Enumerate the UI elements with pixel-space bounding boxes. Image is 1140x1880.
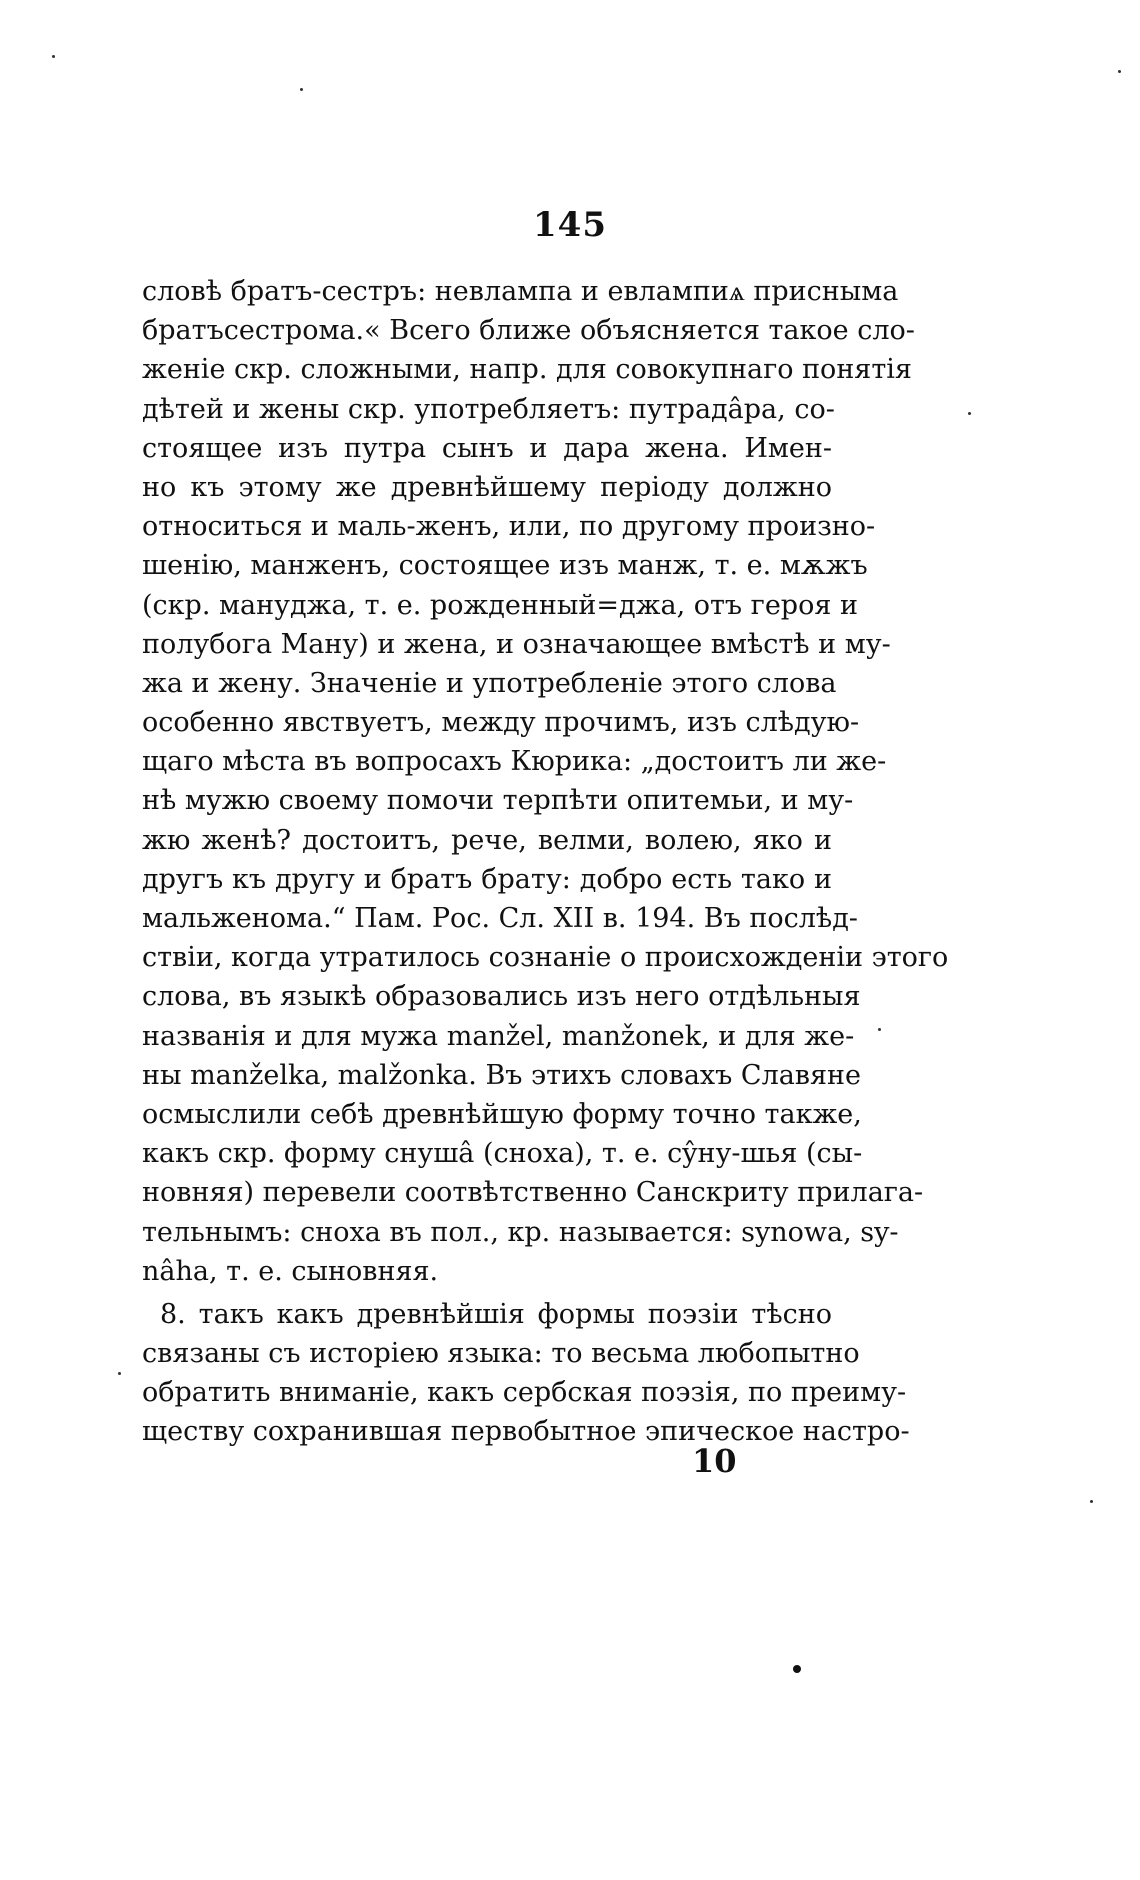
text-line: относиться и маль-женъ, или, по другому произно-	[142, 511, 876, 543]
scan-speck	[1090, 1500, 1093, 1503]
text-line: 8. такъ какъ древнѣйшія формы поэзіи тѣсно	[160, 1298, 832, 1330]
page-number: 145	[533, 205, 607, 245]
text-line: нѣ мужю своему помочи терпѣти опитемьи, и му-	[142, 785, 854, 817]
text-line: обратить вниманіе, какъ сербская поэзія, по преиму-	[142, 1377, 907, 1409]
scan-speck	[968, 412, 971, 415]
text-line: женіе скр. сложными, напр. для совокупнаго понятія	[142, 354, 912, 386]
scan-speck	[878, 1028, 881, 1031]
text-line: какъ скр. форму снушâ (сноха), т. е. сŷну-шья (сы-	[142, 1138, 863, 1170]
text-line: nâha, т. е. сыновняя.	[142, 1255, 439, 1287]
text-line: другъ къ другу и братъ брату: добро есть тако и	[142, 863, 832, 895]
text-line: словѣ братъ-сестръ: невлампа и евлампиѧ присныма	[142, 276, 899, 307]
text-line: дѣтей и жены скр. употребляетъ: путрадâра, со-	[142, 393, 835, 425]
text-line: слова, въ языкѣ образовались изъ него отдѣльныя	[142, 981, 861, 1013]
text-line: особенно явствуетъ, между прочимъ, изъ слѣдую-	[142, 707, 860, 739]
text-line: (скр. мануджа, т. е. рожденный=джа, отъ героя и	[142, 589, 858, 621]
text-line: жа и жену. Значеніе и употребленіе этого слова	[142, 667, 837, 699]
ink-dot	[793, 1665, 801, 1673]
text-line: ществу сохранившая первобытное эпическое настро-	[142, 1416, 910, 1448]
text-line: полубога Ману) и жена, и означающее вмѣстѣ и му-	[142, 628, 891, 660]
text-line: братъсестрома.« Всего ближе объясняется такое сло-	[142, 315, 915, 347]
text-line: но къ этому же древнѣйшему періоду должно	[142, 471, 832, 503]
text-line: ны manželka, malžonka. Въ этихъ словахъ Славяне	[142, 1059, 862, 1091]
scan-speck	[118, 1372, 121, 1375]
text-line: ствіи, когда утратилось сознаніе о происхожденіи этого	[142, 942, 949, 974]
scan-speck	[300, 88, 303, 91]
text-line: названія и для мужа manžel, manžonek, и для же-	[142, 1020, 855, 1052]
text-line: стоящее изъ путра сынъ и дара жена. Имен-	[142, 432, 832, 464]
body-text	[142, 272, 949, 1452]
text-line: связаны съ исторіею языка: то весьма любопытно	[142, 1338, 860, 1370]
text-line: новняя) перевели соотвѣтственно Санскриту прилага-	[142, 1177, 924, 1209]
text-line: шенію, манженъ, состоящее изъ манж, т. е. мѫжъ	[142, 550, 868, 582]
text-line: тельнымъ: сноха въ пол., кр. называется: synowa, sy-	[142, 1216, 899, 1248]
scan-speck	[52, 55, 55, 58]
scan-speck	[1118, 70, 1121, 73]
signature-mark: 10	[692, 1442, 737, 1480]
text-line: мальженома.“ Пам. Рос. Сл. XII в. 194. Въ послѣд-	[142, 903, 858, 934]
text-line: щаго мѣста въ вопросахъ Кюрика: „достоитъ ли же-	[142, 746, 887, 778]
text-line: жю женѣ? достоитъ, рече, велми, волею, яко и	[142, 824, 832, 856]
text-line: осмыслили себѣ древнѣйшую форму точно также,	[142, 1098, 862, 1130]
